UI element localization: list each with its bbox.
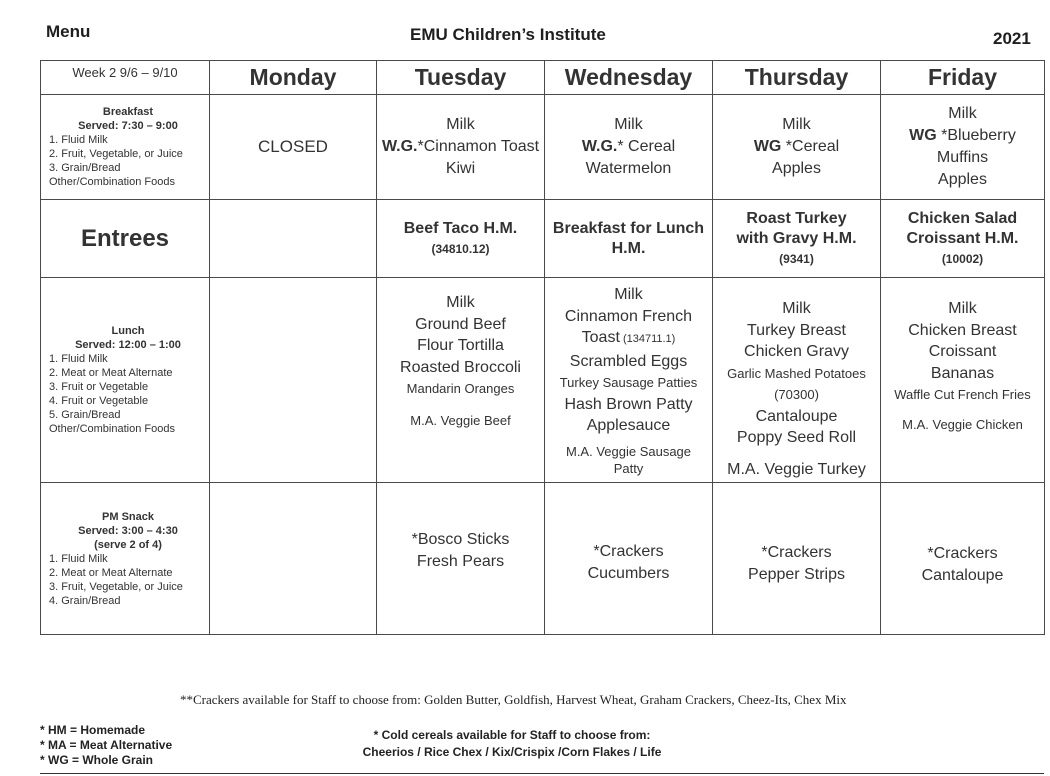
breakfast-component: 2. Fruit, Vegetable, or Juice bbox=[49, 148, 183, 160]
snack-thursday bbox=[713, 483, 881, 635]
breakfast-component: 1. Fluid Milk bbox=[49, 134, 108, 146]
menu-line: Milk bbox=[948, 300, 977, 317]
menu-line: Cucumbers bbox=[587, 565, 670, 582]
meat-alternative: Patty bbox=[613, 460, 644, 476]
menu-line bbox=[379, 136, 542, 158]
meat-alternative: M.A. Veggie Sausage bbox=[565, 443, 692, 459]
menu-line: Waffle Cut French Fries bbox=[894, 387, 1031, 402]
snack-info bbox=[41, 483, 210, 635]
menu-line: Milk bbox=[446, 294, 475, 311]
snack-component: 3. Fruit, Vegetable, or Juice bbox=[49, 580, 183, 593]
menu-line: *Crackers bbox=[761, 544, 832, 561]
menu-line: Chicken Breast bbox=[908, 321, 1017, 339]
weekly-menu-table bbox=[40, 60, 1045, 635]
staff-cereals-note bbox=[312, 727, 712, 761]
entrees-label: Entrees bbox=[41, 200, 210, 278]
staff-crackers-note: **Crackers available for Staff to choose from: Golden Butter, Goldfish, Harvest Wheat, Graham Crackers, Cheez-Its, Chex Mix bbox=[180, 692, 847, 707]
entree-name: Breakfast for Lunch bbox=[552, 219, 705, 237]
menu-line bbox=[883, 125, 1042, 147]
menu-item: * Cereal bbox=[617, 138, 676, 155]
menu-line: Apples bbox=[772, 160, 821, 177]
menu-line: *Crackers bbox=[593, 543, 664, 560]
menu-line: Scrambled Eggs bbox=[569, 352, 688, 370]
breakfast-component: 3. Grain/Bread bbox=[49, 162, 121, 174]
entree-monday bbox=[210, 200, 377, 278]
menu-line: Ground Beef bbox=[415, 315, 506, 333]
snack-component: 1. Fluid Milk bbox=[49, 552, 108, 565]
breakfast-title: Breakfast bbox=[102, 106, 154, 118]
menu-line: Watermelon bbox=[585, 160, 672, 177]
menu-line: Garlic Mashed Potatoes bbox=[727, 365, 866, 381]
snack-serve-note: (serve 2 of 4) bbox=[94, 538, 162, 551]
menu-line: Milk bbox=[446, 116, 475, 133]
menu-item: Toast bbox=[581, 329, 620, 346]
legend-item: * WG = Whole Grain bbox=[40, 753, 154, 767]
menu-line: Muffins bbox=[936, 149, 989, 166]
item-code: (134711.1) bbox=[619, 333, 676, 345]
menu-line: Croissant bbox=[928, 343, 997, 360]
institute-title: EMU Children’s Institute bbox=[410, 25, 606, 44]
meat-alternative: M.A. Veggie Turkey bbox=[727, 460, 866, 478]
menu-line: Milk bbox=[782, 116, 811, 133]
snack-tuesday bbox=[377, 483, 545, 635]
menu-line: Milk bbox=[948, 105, 977, 122]
whole-grain-tag: W.G. bbox=[581, 138, 618, 155]
menu-line: Chicken Gravy bbox=[744, 343, 849, 360]
breakfast-row bbox=[41, 95, 1045, 200]
entree-tuesday bbox=[377, 200, 545, 278]
meat-alternative: M.A. Veggie Chicken bbox=[902, 416, 1023, 432]
lunch-title: Lunch bbox=[111, 325, 145, 337]
lunch-component: 2. Meat or Meat Alternate bbox=[49, 367, 173, 379]
whole-grain-tag: WG bbox=[909, 127, 937, 144]
lunch-component: Other/Combination Foods bbox=[49, 423, 175, 435]
lunch-tuesday bbox=[377, 278, 545, 483]
entree-name: with Gravy H.M. bbox=[736, 229, 857, 247]
menu-line: *Bosco Sticks bbox=[411, 531, 510, 548]
menu-line: Hash Brown Patty bbox=[564, 395, 693, 413]
menu-line: Cinnamon French bbox=[564, 307, 693, 325]
snack-served: Served: 3:00 – 4:30 bbox=[78, 524, 178, 537]
breakfast-thursday bbox=[713, 95, 881, 200]
cereals-title: * Cold cereals available for Staff to choose from: bbox=[373, 728, 651, 742]
menu-line: Poppy Seed Roll bbox=[736, 429, 857, 446]
snack-title: PM Snack bbox=[102, 510, 154, 523]
entrees-row bbox=[41, 200, 1045, 278]
year-label: 2021 bbox=[993, 29, 1031, 48]
lunch-served: Served: 12:00 – 1:00 bbox=[75, 339, 181, 351]
menu-line: Cantaloupe bbox=[921, 567, 1004, 584]
lunch-thursday bbox=[713, 278, 881, 483]
breakfast-wednesday bbox=[545, 95, 713, 200]
snack-wednesday bbox=[545, 483, 713, 635]
lunch-monday bbox=[210, 278, 377, 483]
menu-line bbox=[547, 136, 710, 158]
snack-row bbox=[41, 483, 1045, 635]
lunch-friday bbox=[881, 278, 1045, 483]
breakfast-friday bbox=[881, 95, 1045, 200]
menu-line: Bananas bbox=[930, 364, 995, 382]
menu-line bbox=[547, 327, 710, 351]
whole-grain-tag: WG bbox=[753, 138, 782, 155]
day-monday: Monday bbox=[210, 61, 377, 95]
menu-item: *Blueberry bbox=[936, 127, 1016, 144]
menu-line: Cantaloupe bbox=[755, 407, 838, 425]
menu-line: Mandarin Oranges bbox=[406, 381, 515, 396]
menu-line: *Crackers bbox=[927, 545, 998, 562]
menu-line: Turkey Breast bbox=[747, 321, 846, 339]
breakfast-monday: CLOSED bbox=[210, 95, 377, 200]
menu-line: Milk bbox=[614, 286, 643, 303]
lunch-wednesday bbox=[545, 278, 713, 483]
day-friday: Friday bbox=[881, 61, 1045, 95]
menu-line: Applesauce bbox=[586, 417, 671, 434]
entree-code: (34810.12) bbox=[431, 241, 490, 256]
entree-thursday bbox=[713, 200, 881, 278]
snack-friday bbox=[881, 483, 1045, 635]
menu-line: Apples bbox=[938, 171, 987, 188]
menu-line: Flour Tortilla bbox=[417, 337, 504, 354]
day-thursday: Thursday bbox=[713, 61, 881, 95]
legend-item: * MA = Meat Alternative bbox=[40, 738, 173, 752]
entree-code: (9341) bbox=[779, 251, 814, 266]
menu-line: Kiwi bbox=[445, 160, 476, 177]
entree-name: Chicken Salad bbox=[907, 209, 1018, 227]
menu-item: *Cereal bbox=[781, 138, 840, 155]
item-code: (70300) bbox=[774, 387, 819, 402]
menu-line: Milk bbox=[614, 116, 643, 133]
menu-line: Pepper Strips bbox=[748, 566, 845, 583]
bottom-divider bbox=[40, 773, 1044, 774]
abbreviation-legend bbox=[40, 723, 172, 768]
breakfast-info bbox=[41, 95, 210, 200]
menu-line: Fresh Pears bbox=[416, 553, 505, 570]
lunch-info bbox=[41, 278, 210, 483]
day-tuesday: Tuesday bbox=[377, 61, 545, 95]
snack-monday bbox=[210, 483, 377, 635]
menu-line bbox=[715, 136, 878, 158]
entree-code: (10002) bbox=[941, 251, 984, 266]
entree-name: Croissant H.M. bbox=[906, 229, 1019, 247]
meat-alternative: M.A. Veggie Beef bbox=[410, 412, 511, 428]
week-label: Week 2 9/6 – 9/10 bbox=[41, 61, 210, 95]
menu-line: Turkey Sausage Patties bbox=[559, 375, 698, 390]
cereals-list: Cheerios / Rice Chex / Kix/Crispix /Corn Flakes / Life bbox=[362, 745, 662, 759]
lunch-component: 4. Fruit or Vegetable bbox=[49, 395, 149, 407]
breakfast-served: Served: 7:30 – 9:00 bbox=[78, 120, 178, 132]
menu-line: Milk bbox=[782, 300, 811, 317]
whole-grain-tag: W.G. bbox=[381, 138, 418, 155]
entree-name: Beef Taco H.M. bbox=[403, 219, 518, 237]
menu-line: Roasted Broccoli bbox=[400, 358, 521, 376]
breakfast-tuesday bbox=[377, 95, 545, 200]
day-header-row bbox=[41, 61, 1045, 95]
snack-component: 4. Grain/Bread bbox=[49, 594, 121, 607]
day-wednesday: Wednesday bbox=[545, 61, 713, 95]
menu-item: *Cinnamon Toast bbox=[417, 138, 540, 155]
entree-name: Roast Turkey bbox=[746, 209, 847, 227]
legend-item: * HM = Homemade bbox=[40, 723, 146, 737]
entree-friday bbox=[881, 200, 1045, 278]
menu-label: Menu bbox=[46, 22, 91, 41]
lunch-component: 5. Grain/Bread bbox=[49, 409, 121, 421]
entree-name: H.M. bbox=[611, 239, 646, 257]
snack-component: 2. Meat or Meat Alternate bbox=[49, 566, 173, 579]
lunch-component: 3. Fruit or Vegetable bbox=[49, 381, 149, 393]
breakfast-component: Other/Combination Foods bbox=[49, 176, 175, 188]
lunch-component: 1. Fluid Milk bbox=[49, 353, 108, 365]
entree-wednesday bbox=[545, 200, 713, 278]
lunch-row bbox=[41, 278, 1045, 483]
